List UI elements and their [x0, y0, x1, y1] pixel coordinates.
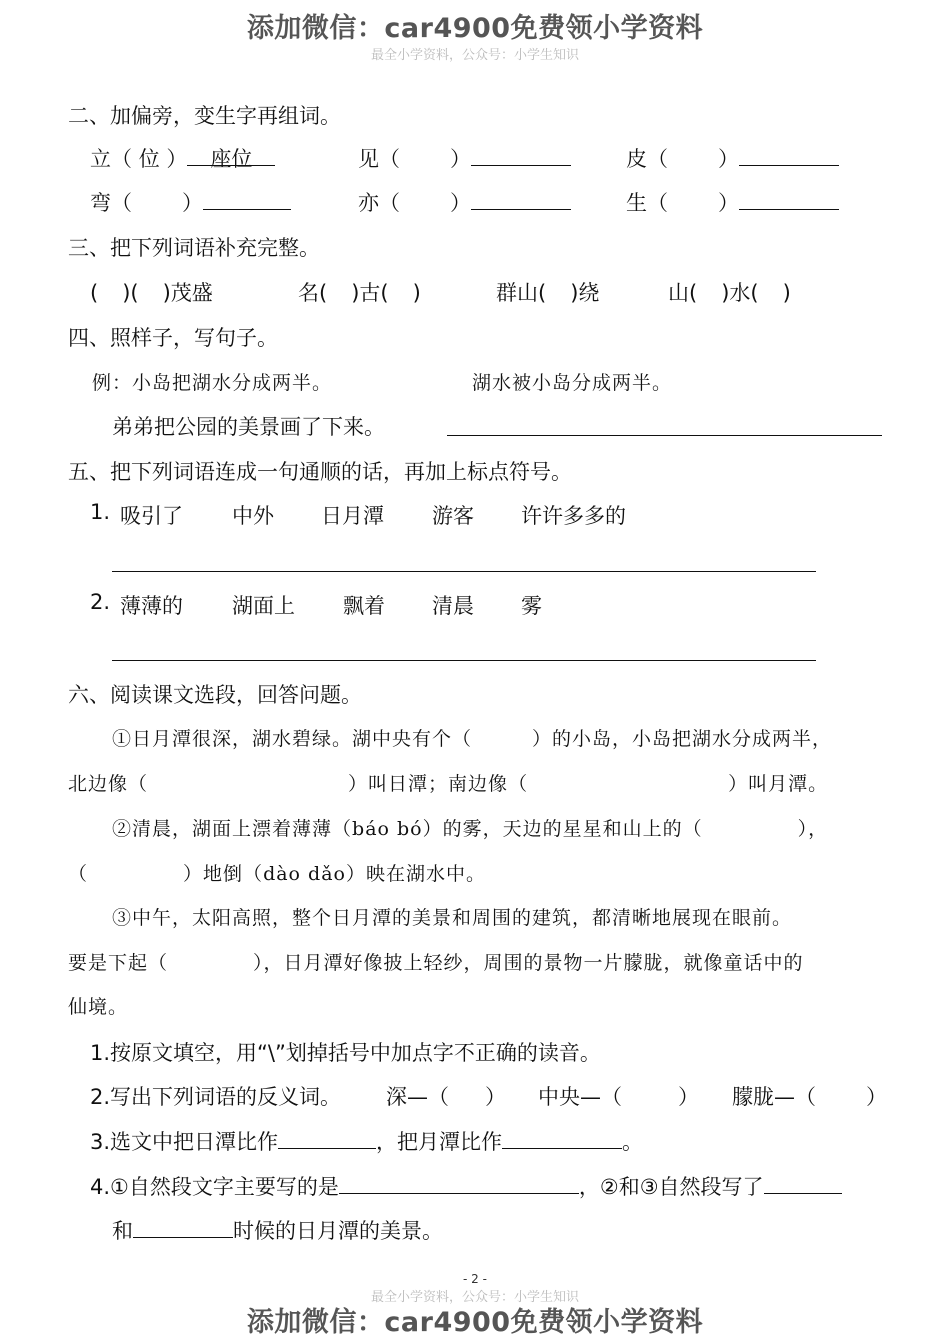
section-4-heading: 四、照样子，写句子。 — [68, 326, 278, 350]
s6-q4-blank-2[interactable] — [764, 1171, 842, 1194]
section-5-heading: 五、把下列词语连成一句通顺的话，再加上标点符号。 — [68, 460, 572, 484]
s5-q2-word: 清晨 — [432, 594, 474, 618]
s6-q4-blank-3[interactable] — [133, 1215, 233, 1238]
section-2-heading: 二、加偏旁，变生字再组词。 — [68, 104, 341, 128]
s4-answer-line[interactable] — [447, 435, 882, 436]
s5-q2-word: 薄薄的 — [120, 594, 183, 618]
s2-item-2: 见（ ） — [358, 143, 571, 173]
s2-word-blank[interactable] — [471, 187, 571, 210]
s6-q3-blank-2[interactable] — [502, 1126, 622, 1149]
page-number: - 2 - — [463, 1272, 487, 1286]
s6-q4-blank-1[interactable] — [339, 1171, 579, 1194]
s6-q3: 3.选文中把日潭比作 ，把月潭比作 。 — [90, 1126, 643, 1156]
s3-item-3: 群山( )绕 — [496, 281, 600, 305]
s2-fill: 位 — [138, 147, 160, 171]
s6-para1-line1: ①日月潭很深，湖水碧绿。湖中央有个（ ）的小岛，小岛把湖水分成两半， — [112, 728, 833, 750]
s2-item-3: 皮（ ） — [626, 143, 839, 173]
s2-char: 立 — [90, 147, 111, 171]
s6-q4-line1: 4.①自然段文字主要写的是 ，②和③自然段写了 — [90, 1171, 842, 1201]
s2-word-blank[interactable] — [187, 143, 275, 171]
s3-item-2: 名( )古( ) — [298, 281, 421, 305]
s6-q2-item-3: 朦胧—（ ） — [732, 1085, 887, 1109]
header-faint-text: 最全小学资料，公众号：小学生知识 — [370, 48, 579, 63]
s4-sentence: 弟弟把公园的美景画了下来。 — [112, 415, 385, 439]
s6-q4-line2: 和 时候的日月潭的美景。 — [112, 1215, 443, 1245]
s5-q2-word: 湖面上 — [232, 594, 295, 618]
s2-item-4: 弯（ ） — [90, 187, 291, 217]
section-3-heading: 三、把下列词语补充完整。 — [68, 236, 320, 260]
s6-q2-item-2: 中央—（ ） — [538, 1085, 699, 1109]
s2-word-blank[interactable] — [739, 187, 839, 210]
s2-char: 亦 — [358, 191, 379, 216]
s5-q1-word: 日月潭 — [321, 504, 384, 528]
s2-item-1: 立（ 位 ） 座位 — [90, 143, 275, 173]
s5-q1-word: 游客 — [432, 504, 474, 528]
s5-q1-word: 中外 — [232, 504, 274, 528]
s5-q1-word: 吸引了 — [120, 504, 183, 528]
s6-q2: 2.写出下列词语的反义词。 — [90, 1085, 342, 1109]
s5-q2-answer-line[interactable] — [112, 660, 816, 661]
s2-item-5: 亦（ ） — [358, 187, 571, 217]
s5-q2-num: 2. — [90, 590, 111, 614]
s2-char: 生 — [626, 191, 647, 216]
s2-item-6: 生（ ） — [626, 187, 839, 217]
watermark-top: 添加微信：car4900免费领小学资料 — [246, 13, 704, 44]
s4-example: 例：小岛把湖水分成两半。 — [92, 372, 333, 394]
watermark-bottom: 添加微信：car4900免费领小学资料 — [246, 1307, 704, 1338]
section-6-heading: 六、阅读课文选段，回答问题。 — [68, 683, 362, 707]
s4-example-answer: 湖水被小岛分成两半。 — [472, 372, 673, 394]
s2-word-blank[interactable] — [471, 143, 571, 166]
s6-para3-line1: ③中午，太阳高照，整个日月潭的美景和周围的建筑，都清晰地展现在眼前。 — [112, 907, 793, 929]
s5-q2-word: 飘着 — [343, 594, 385, 618]
s5-q1-answer-line[interactable] — [112, 571, 816, 572]
s2-char: 弯 — [90, 191, 111, 216]
s2-word-blank[interactable] — [203, 187, 291, 210]
footer-faint-text: 最全小学资料，公众号：小学生知识 — [370, 1290, 579, 1305]
s6-q1: 1.按原文填空，用“\”划掉括号中加点字不正确的读音。 — [90, 1041, 601, 1065]
s2-char: 皮 — [626, 147, 647, 172]
s3-item-4: 山( )水( ) — [668, 281, 791, 305]
s5-q1-num: 1. — [90, 500, 111, 524]
s6-para2-line1: ②清晨，湖面上漂着薄薄（báo bó）的雾，天边的星星和山上的（ ）， — [112, 818, 829, 840]
s3-item-1: ( )( )茂盛 — [90, 281, 213, 305]
s6-para3-line2: 要是下起（ ），日月潭好像披上轻纱，周围的景物一片朦胧，就像童话中的 — [68, 952, 804, 974]
s6-q3-blank-1[interactable] — [278, 1126, 376, 1149]
s2-char: 见 — [358, 147, 379, 172]
s2-word-blank[interactable] — [739, 143, 839, 166]
s6-para1-line2: 北边像（ ）叫日潭；南边像（ ）叫月潭。 — [68, 773, 829, 795]
s2-word: 座位 — [210, 147, 253, 171]
s5-q1-word: 许许多多的 — [521, 504, 626, 528]
s6-para3-line3: 仙境。 — [68, 996, 129, 1018]
s6-para2-line2: （ ）地倒（dào dǎo）映在湖水中。 — [68, 863, 486, 885]
s5-q2-word: 雾 — [521, 594, 542, 618]
s6-q2-item-1: 深—（ ） — [386, 1085, 506, 1109]
